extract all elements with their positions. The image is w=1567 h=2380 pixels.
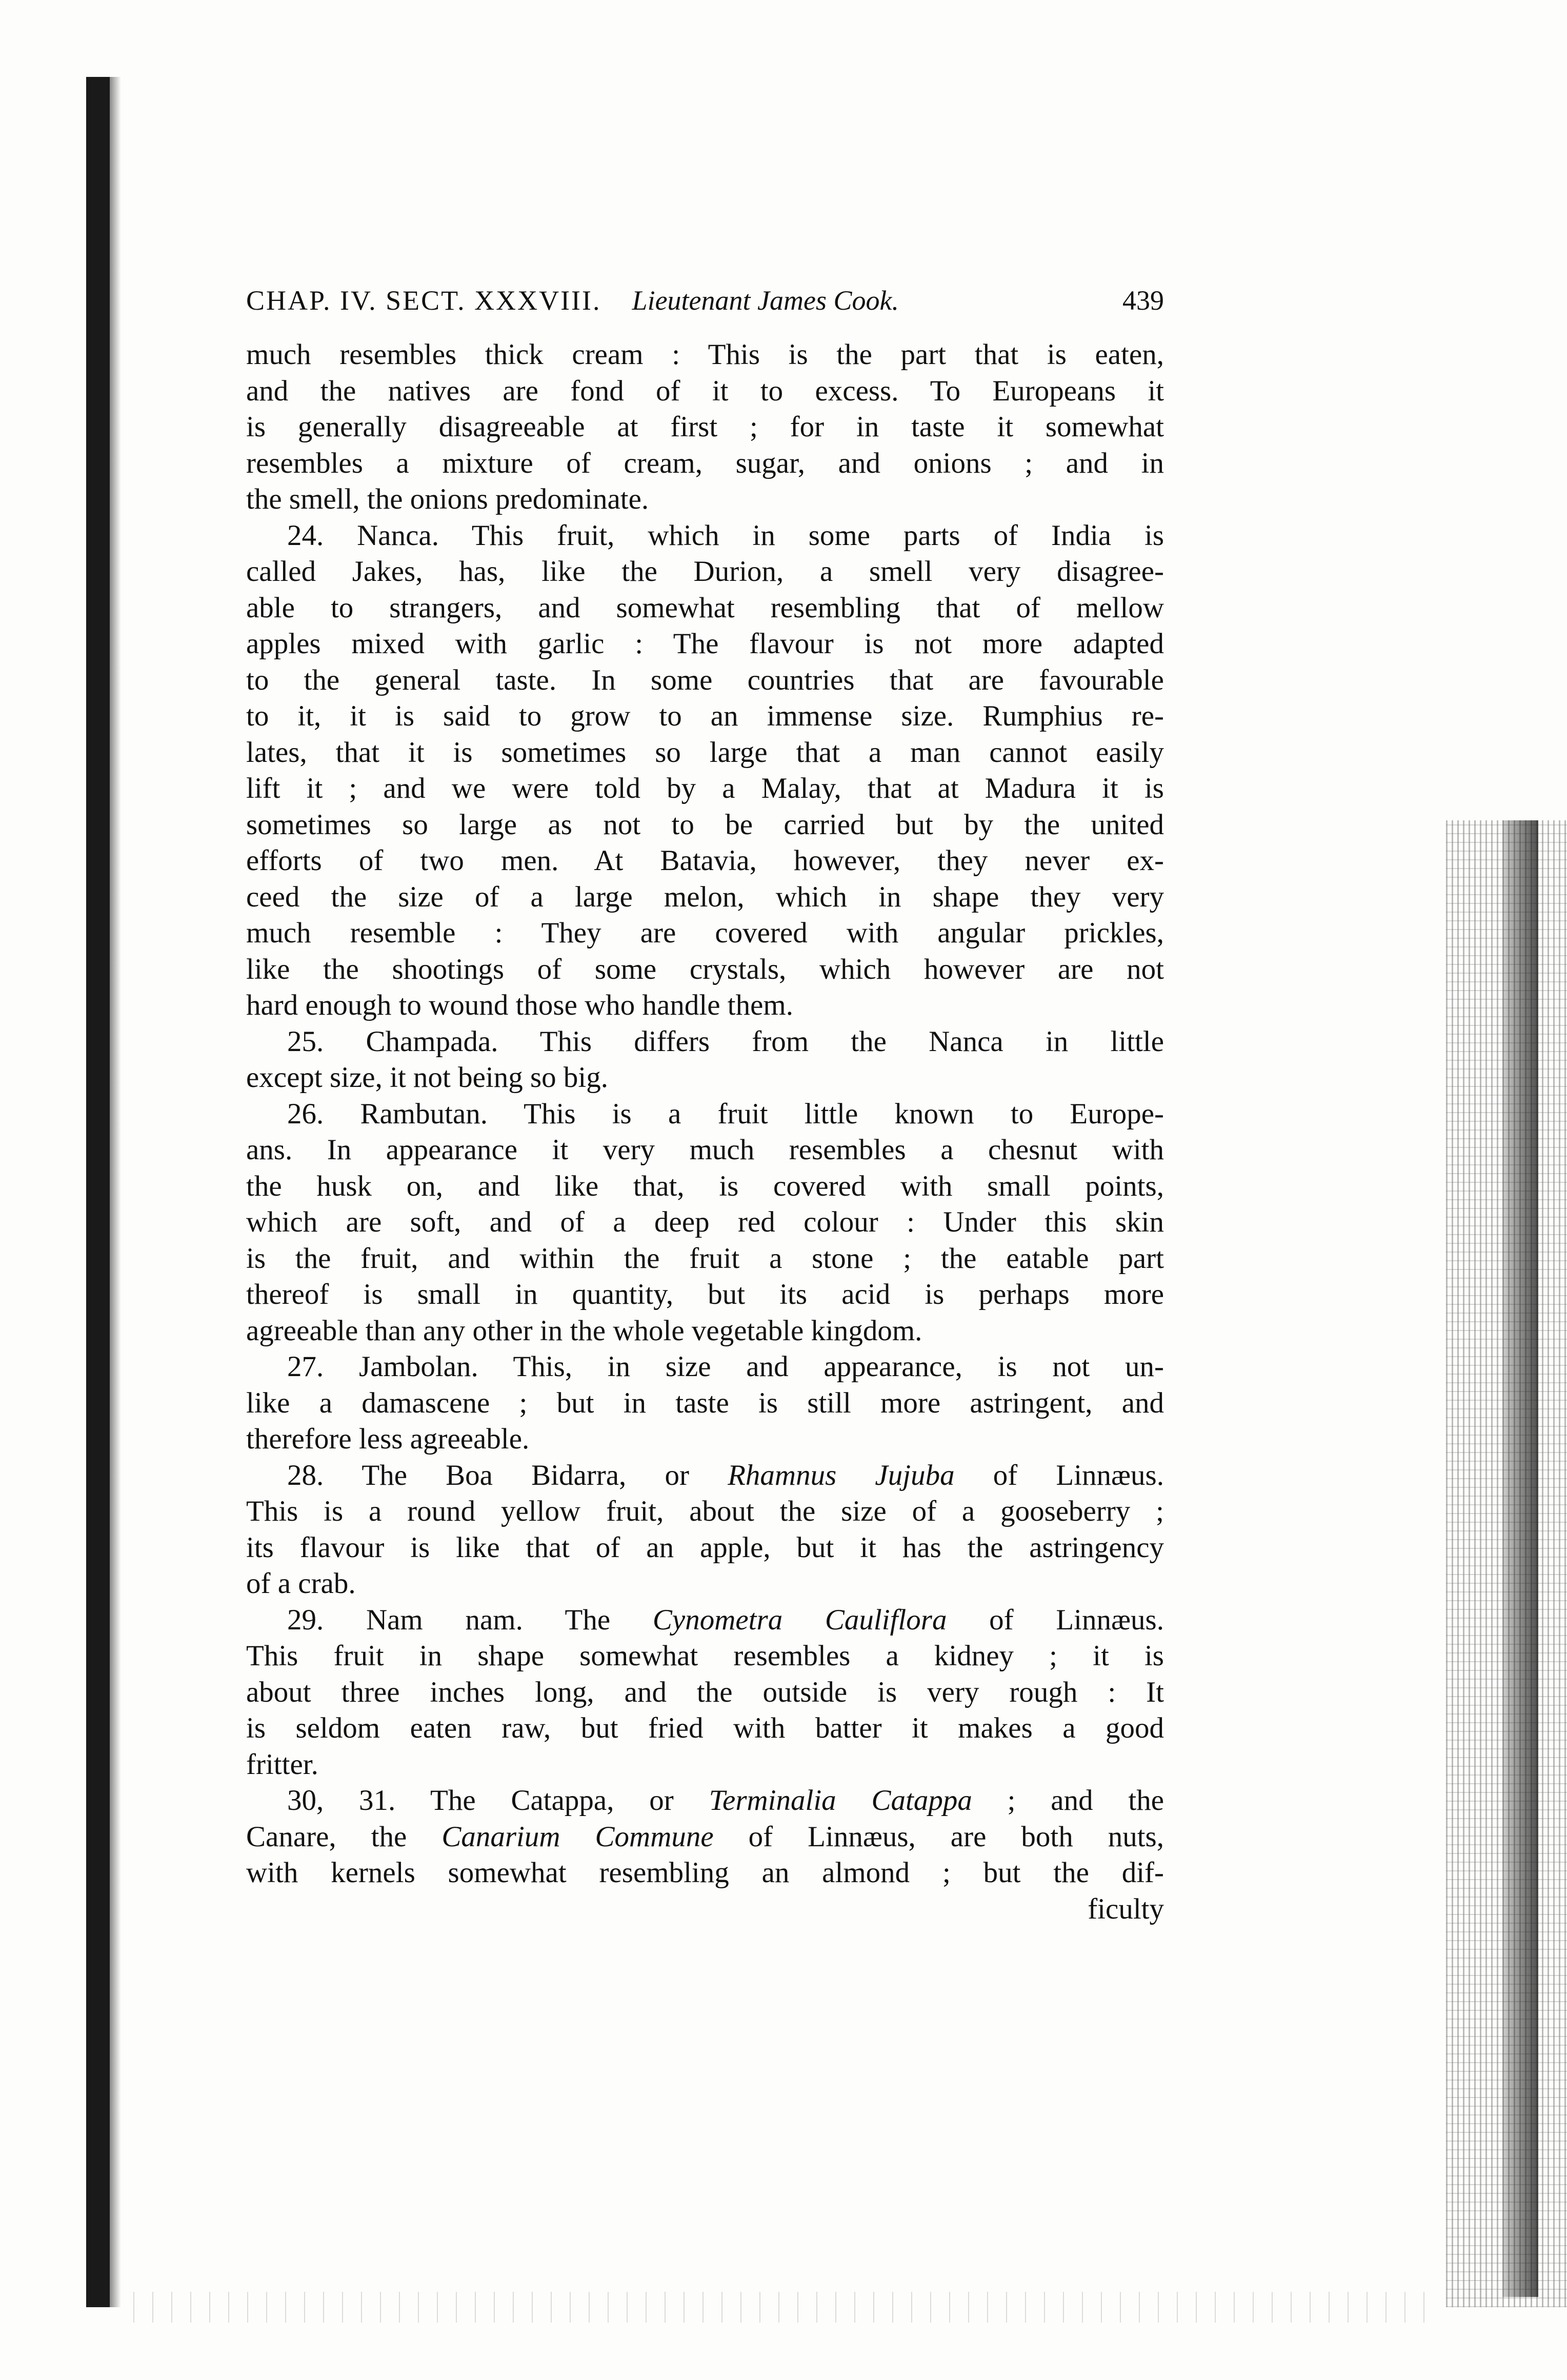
species-name: Terminalia Catappa	[709, 1784, 972, 1817]
text-line: to the general taste. In some countries that are favourable	[246, 663, 1164, 696]
text-line: its flavour is like that of an apple, but it has the astringency	[246, 1531, 1164, 1564]
text-line: like the shootings of some crystals, which however are not	[246, 953, 1164, 985]
text-line: agreeable than any other in the whole vegetable kingdom.	[246, 1314, 922, 1347]
header-title: Lieutenant James Cook.	[632, 285, 899, 316]
text-line: 26. Rambutan. This is a fruit little known to Europe-	[287, 1097, 1164, 1130]
text-line: able to strangers, and somewhat resembling that of mellow	[246, 591, 1164, 624]
text-line	[246, 1819, 1164, 1855]
text-line: sometimes so large as not to be carried but by the united	[246, 808, 1164, 841]
text-line: ans. In appearance it very much resembles a chesnut with	[246, 1134, 1164, 1166]
text-line: to it, it is said to grow to an immense size. Rumphius re-	[246, 700, 1164, 732]
species-name: Cynometra Cauliflora	[652, 1603, 947, 1636]
catchword: ficulty	[1088, 1892, 1164, 1925]
species-name: Rhamnus Jujuba	[728, 1459, 955, 1491]
text-line: is generally disagreeable at first ; for in taste it somewhat	[246, 411, 1164, 443]
text-line: and the natives are fond of it to excess. To Europeans it	[246, 374, 1164, 407]
text-line: with kernels somewhat resembling an almond ; but the dif-	[246, 1857, 1164, 1889]
text-line: the husk on, and like that, is covered with small points,	[246, 1169, 1164, 1202]
text-line: thereof is small in quantity, but its acid is perhaps more	[246, 1278, 1164, 1310]
text-line: resembles a mixture of cream, sugar, and onions ; and in	[246, 447, 1164, 479]
text-run: of Linnæus.	[954, 1459, 1164, 1491]
text-line: hard enough to wound those who handle them.	[246, 989, 793, 1021]
text-line: which are soft, and of a deep red colour : Under this skin	[246, 1206, 1164, 1238]
text-line: fritter.	[246, 1748, 318, 1781]
right-page-edge	[1502, 820, 1538, 2297]
text-line: lates, that it is sometimes so large that a man cannot easily	[246, 736, 1164, 769]
text-line: apples mixed with garlic : The flavour is not more adapted	[246, 628, 1164, 660]
text-line: like a damascene ; but in taste is still more astringent, and	[246, 1386, 1164, 1419]
page-content	[246, 285, 1164, 1927]
text-line: except size, it not being so big.	[246, 1061, 609, 1094]
text-line: This fruit in shape somewhat resembles a kidney ; it is	[246, 1640, 1164, 1672]
page-binding-edge	[86, 77, 110, 2307]
text-line: of a crab.	[246, 1567, 356, 1600]
body-text	[246, 337, 1164, 1927]
text-line: therefore less agreeable.	[246, 1423, 530, 1455]
text-line: the smell, the onions predominate.	[246, 483, 649, 515]
text-line: is seldom eaten raw, but fried with batter it makes a good	[246, 1712, 1164, 1744]
text-run: 29. Nam nam. The	[287, 1603, 653, 1636]
text-line: 24. Nanca. This fruit, which in some parts of India is	[287, 519, 1164, 552]
binding-shadow	[110, 77, 121, 2307]
species-name: Canarium Commune	[441, 1820, 714, 1853]
text-line	[246, 1602, 1164, 1639]
text-line: called Jakes, has, like the Durion, a smell very disagree-	[246, 555, 1164, 588]
page-number: 439	[1122, 285, 1164, 316]
text-line: efforts of two men. At Batavia, however, they never ex-	[246, 844, 1164, 877]
text-run: Canare, the	[246, 1820, 442, 1853]
text-line	[246, 1783, 1164, 1819]
text-run: 28. The Boa Bidarra, or	[287, 1459, 728, 1491]
text-line: about three inches long, and the outside is very rough : It	[246, 1676, 1164, 1708]
text-line: is the fruit, and within the fruit a stone ; the eatable part	[246, 1242, 1164, 1275]
text-line: 25. Champada. This differs from the Nanca in little	[287, 1025, 1164, 1058]
text-line	[246, 1458, 1164, 1494]
text-line: much resemble : They are covered with angular prickles,	[246, 917, 1164, 949]
text-line: 27. Jambolan. This, in size and appearance, is not un-	[287, 1350, 1164, 1383]
text-line: much resembles thick cream : This is the part that is eaten,	[246, 338, 1164, 371]
header-chapter: CHAP. IV. SECT. XXXVIII.	[246, 285, 601, 316]
running-header	[246, 285, 1164, 326]
text-run: of Linnæus.	[947, 1603, 1164, 1636]
bottom-scan-noise	[133, 2292, 1436, 2323]
text-run: 30, 31. The Catappa, or	[287, 1784, 709, 1817]
text-run: ; and the	[972, 1784, 1164, 1817]
text-line: lift it ; and we were told by a Malay, that at Madura it is	[246, 772, 1164, 804]
text-line: This is a round yellow fruit, about the size of a gooseberry ;	[246, 1495, 1164, 1527]
text-line: ceed the size of a large melon, which in shape they very	[246, 880, 1164, 913]
text-run: of Linnæus, are both nuts,	[713, 1820, 1164, 1853]
